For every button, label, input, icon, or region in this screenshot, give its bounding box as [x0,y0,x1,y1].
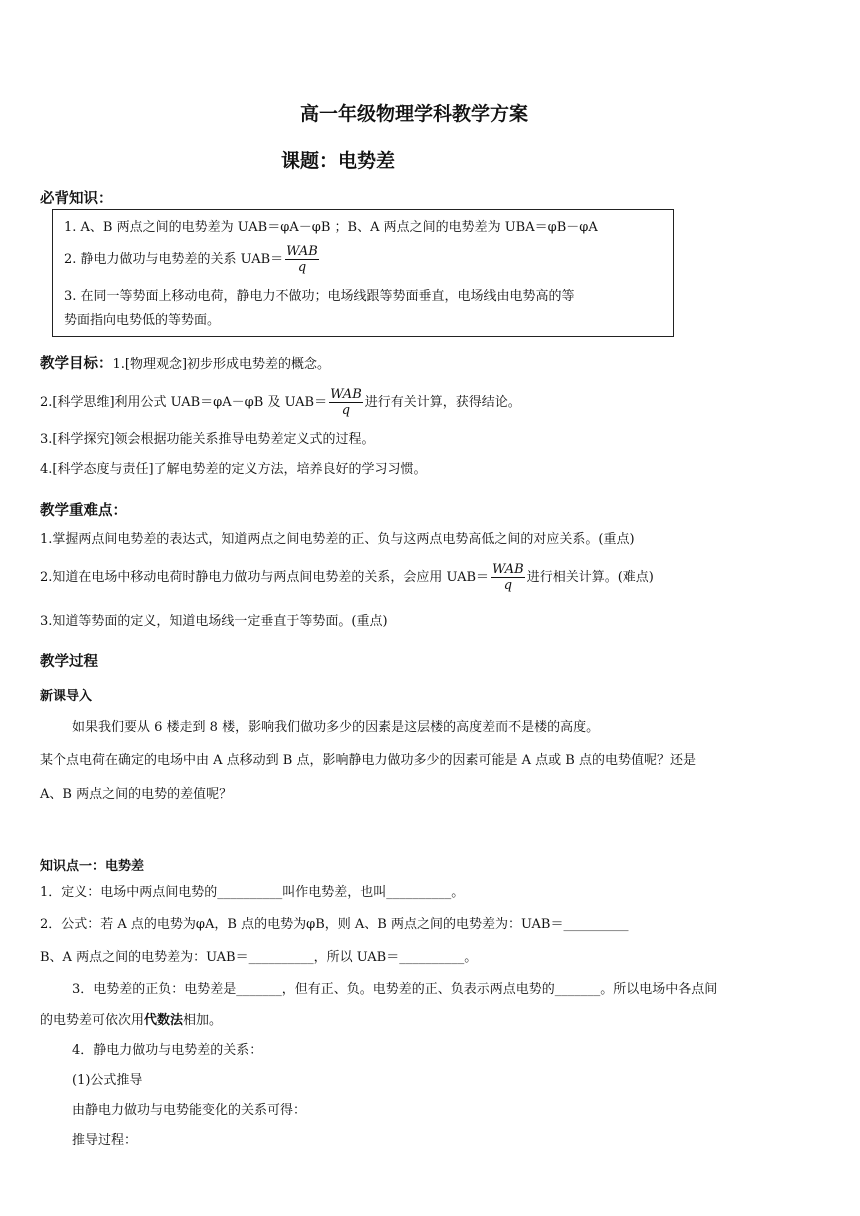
formula-reverse-line: B、A 两点之间的电势差为：UAB＝__________，所以 UAB＝__________。 [40,950,478,965]
formula-fraction [285,244,319,275]
derivation-process: 推导过程： [72,1133,138,1148]
algebraic-method: 代数法 [144,1013,184,1028]
key-point-2-suffix: 进行相关计算。(难点) [526,570,654,585]
fraction-denominator: q [503,578,513,593]
fraction-denominator: q [341,403,351,418]
key-points-heading: 教学重难点： [40,503,127,519]
intro-paragraph-2-line-2: A、B 两点之间的电势的差值呢？ [40,787,233,802]
must-know-item-3-line-1: 3. 在同一等势面上移动电荷，静电力不做功；电场线跟等势面垂直，电场线由电势高的等 [64,289,575,304]
goal-line-2 [40,387,521,418]
fraction-denominator: q [297,260,307,275]
must-know-item-1: 1. A、B 两点之间的电势差为 UAB＝φA－φB ；B、A 两点之间的电势差为 UBA＝φB－φA [64,220,598,235]
fraction-numerator: WAB [286,244,318,259]
goal-2-fraction [329,387,363,418]
sign-line-2-end: 相加。 [183,1013,223,1028]
must-know-item-2-text: 2. 静电力做功与电势差的关系 UAB＝ [64,252,284,267]
key-point-3: 3.知道等势面的定义，知道电场线一定垂直于等势面。(重点) [40,614,388,629]
key-point-2-text: 2.知道在电场中移动电荷时静电力做功与两点间电势差的关系，会应用 UAB＝ [40,570,490,585]
derivation-intro: 由静电力做功与电势能变化的关系可得： [72,1103,307,1118]
page-title: 高一年级物理学科教学方案 [300,103,529,125]
intro-paragraph-2-line-1: 某个点电荷在确定的电场中由 A 点移动到 B 点，影响静电力做功多少的因素可能是 A 点或 B 点的电势值呢？还是 [40,753,696,768]
definition-line: 1．定义：电场中两点间电势的__________叫作电势差，也叫__________。 [40,885,465,900]
goal-2-suffix: 进行有关计算，获得结论。 [364,395,521,410]
goals-heading: 教学目标： [40,356,113,372]
sign-line-1: 3．电势差的正负：电势差是_______，但有正、负。电势差的正、负表示两点电势的_______。所以电场中各点间 [72,982,718,997]
must-know-heading: 必背知识： [40,191,113,207]
must-know-item-2 [64,244,321,275]
work-relation-line: 4．静电力做功与电势差的关系： [72,1043,263,1058]
derivation-heading: (1)公式推导 [72,1073,143,1088]
process-heading: 教学过程 [40,654,98,670]
formula-line: 2．公式：若 A 点的电势为φA，B 点的电势为φB，则 A、B 两点之间的电势差为：UAB＝__________ [40,917,629,932]
sign-line-2-text: 的电势差可依次用 [40,1013,145,1028]
goal-2-text: 2.[科学思维]利用公式 UAB＝φA－φB 及 UAB＝ [40,395,328,410]
knowledge-heading: 知识点一：电势差 [40,859,145,874]
fraction-numerator: WAB [492,562,524,577]
key-point-1: 1.掌握两点间电势差的表达式，知道两点之间电势差的正、负与这两点电势高低之间的对应关系。(重点) [40,532,635,547]
goal-line-1 [40,352,330,373]
goal-1: 1.[物理观念]初步形成电势差的概念。 [112,357,331,372]
intro-paragraph-1: 如果我们要从 6 楼走到 8 楼，影响我们做功多少的因素是这层楼的高度差而不是楼的高度。 [72,720,600,735]
goal-4: 4.[科学态度与责任]了解电势差的定义方法，培养良好的学习习惯。 [40,462,427,477]
fraction-numerator: WAB [330,387,362,402]
sign-line-2 [40,1013,222,1029]
intro-heading: 新课导入 [40,689,93,704]
goal-3: 3.[科学探究]领会根据功能关系推导电势差定义式的过程。 [40,432,375,447]
lesson-topic: 课题：电势差 [281,150,396,172]
key-point-2 [40,562,654,593]
must-know-item-3-line-2: 势面指向电势低的等势面。 [64,313,221,328]
key-point-2-fraction [491,562,525,593]
